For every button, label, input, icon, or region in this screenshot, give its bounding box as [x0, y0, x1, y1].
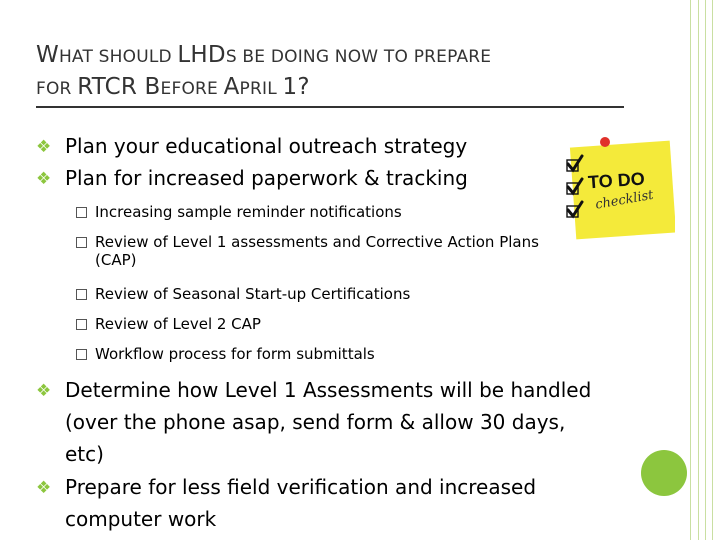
note-subtitle: checklist [594, 187, 655, 213]
title-segment: EFORE [160, 79, 224, 99]
title-line-2 [36, 72, 491, 104]
pushpin-icon [600, 137, 610, 147]
list-item [36, 471, 596, 535]
sub-bullet-text: Workflow process for form submittals [95, 345, 375, 363]
frame-line [712, 0, 713, 540]
bullet-text: computer work [65, 507, 217, 531]
diamond-bullet-icon: ❖ [36, 381, 52, 401]
title-segment: W [36, 42, 59, 68]
title-segment: LHD [177, 42, 226, 68]
checkbox-icon [76, 349, 87, 360]
frame-line [698, 0, 699, 540]
bullet-text: Determine how Level 1 Assessments will be handled [65, 378, 592, 402]
bullet-text: Prepare for less field verification and increased [65, 475, 537, 499]
title-underline [36, 106, 624, 108]
list-item [36, 162, 596, 194]
note-title: TO DO [587, 168, 646, 193]
sub-bullet-text: Review of Level 2 CAP [95, 315, 261, 333]
bullet-text: Plan your educational outreach strategy [65, 134, 468, 158]
checkbox-icon [76, 289, 87, 300]
sub-bullet-text: Increasing sample reminder notifications [95, 203, 402, 221]
title-segment: RTCR B [77, 74, 161, 100]
green-circle-decoration [641, 450, 687, 496]
list-item [36, 374, 596, 470]
bullet-text: Plan for increased paperwork & tracking [65, 166, 468, 190]
frame-line [690, 0, 691, 540]
list-item [36, 130, 596, 162]
diamond-bullet-icon: ❖ [36, 169, 52, 189]
title-segment: 1? [282, 74, 310, 100]
list-item [76, 309, 596, 339]
title-segment: S BE DOING NOW TO PREPARE [225, 47, 492, 67]
title-line-1 [36, 40, 491, 72]
checkbox-icon [76, 319, 87, 330]
slide-title [36, 40, 491, 104]
list-item [76, 227, 596, 271]
top-bullet-list [36, 130, 596, 194]
sub-bullet-list [76, 197, 596, 369]
checkbox-icon [76, 207, 87, 218]
title-segment: A [223, 74, 240, 100]
bottom-bullet-list [36, 374, 596, 535]
sub-bullet-text: Review of Seasonal Start-up Certifications [95, 285, 411, 303]
checkbox-icon [76, 237, 87, 248]
title-segment: PRIL [239, 79, 283, 99]
diamond-bullet-icon: ❖ [36, 137, 52, 157]
title-segment: FOR [36, 79, 78, 99]
list-item [76, 279, 596, 309]
bullet-text: (over the phone asap, send form & allow 30 days, etc) [65, 410, 566, 466]
list-item [76, 339, 596, 369]
sub-bullet-text: Review of Level 1 assessments and Corrective Action Plans [95, 233, 539, 251]
list-item [76, 197, 596, 227]
sub-bullet-continuation: (CAP) [95, 251, 137, 269]
diamond-bullet-icon: ❖ [36, 478, 52, 498]
title-segment: HAT SHOULD [58, 47, 178, 67]
todo-checklist-sticky-note [555, 130, 675, 240]
frame-line [705, 0, 706, 540]
